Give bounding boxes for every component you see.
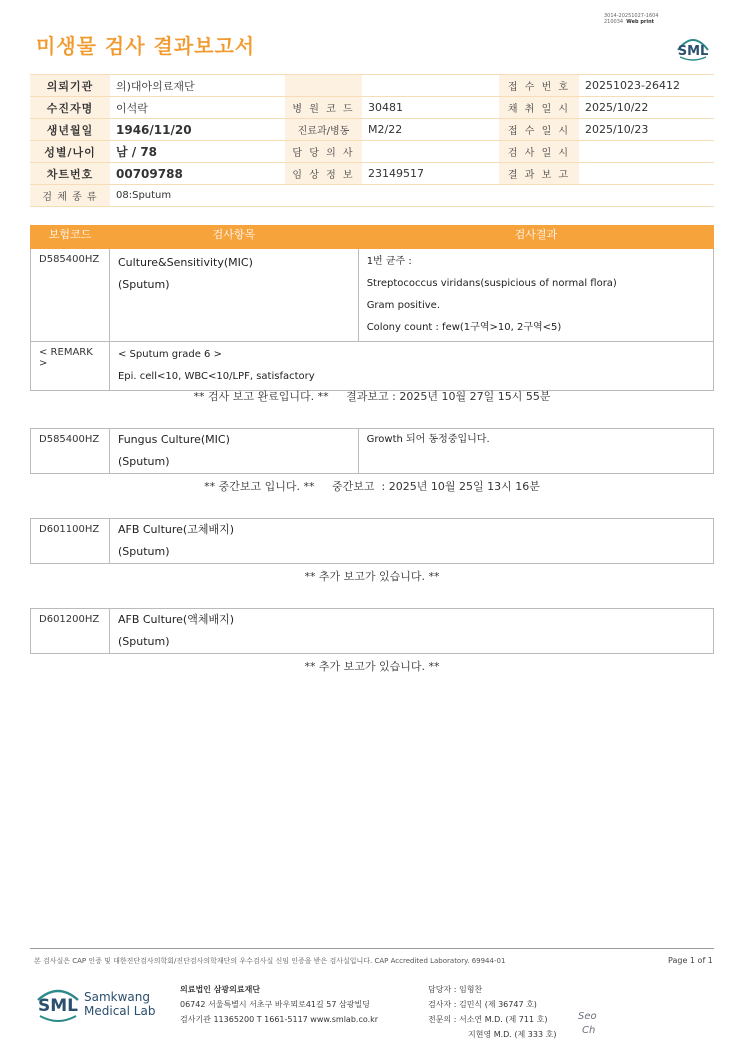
samkwang-logo [36,980,166,1032]
remark-line: Epi. cell<10, WBC<10/LPF, satisfactory [117,371,315,382]
info-label: 임 상 정 보 [285,163,362,185]
info-label: 접 수 번 호 [499,75,579,97]
accession-number: 20251023-26412 [579,75,714,97]
result-line: Growth 되어 동정중입니다. [366,434,490,445]
specimen-type: 08:Sputum [110,185,714,207]
test-date [579,141,714,163]
header-insurance-code: 보험코드 [31,226,110,249]
info-label: 검 사 일 시 [499,141,579,163]
patient-name: 이석락 [110,97,285,119]
footer-divider [30,948,714,949]
web-print-label: Web print [626,19,655,25]
info-label: 담 당 의 사 [285,141,362,163]
received-date: 2025/10/23 [579,119,714,141]
result-line: 1번 균주 : [366,256,412,267]
info-label: 병 원 코 드 [285,97,362,119]
test-result [358,429,713,474]
clinical-info: 23149517 [362,163,499,185]
staff-line: 담당자 : 임형찬 [428,985,483,994]
report-title: 미생물 검사 결과보고서 [36,34,256,58]
info-label: 채 취 일 시 [499,97,579,119]
report-status-note: ** 중간보고 입니다. ** 중간보고 : 2025년 10월 25일 13시 16분 [204,480,540,493]
header-test-result: 검사결과 [358,226,713,249]
info-row [30,119,714,141]
remark-row [31,342,714,391]
result-line: Colony count : few(1구역>10, 2구역<5) [366,322,562,333]
report-status-note: ** 추가 보고가 있습니다. ** [304,660,440,673]
info-label: 진료과/병동 [285,119,362,141]
result-line: Gram positive. [366,300,440,311]
remark-content [109,342,713,391]
info-label: 접 수 일 시 [499,119,579,141]
insurance-code: D585400HZ [31,429,110,474]
test-item [109,249,358,342]
info-label: 성별/나이 [30,141,110,163]
signature-line: Ch [582,1025,596,1036]
result-row [31,249,714,342]
department-ward: M2/22 [362,119,499,141]
attending-doctor [362,141,499,163]
specimen: (Sputum) [117,545,170,558]
results-table-3 [30,518,714,564]
remark-line: < Sputum grade 6 > [117,349,222,360]
remark-label: < REMARK > [31,342,110,391]
test-name: AFB Culture(액체배지) [117,613,235,626]
info-label: 결 과 보 고 [499,163,579,185]
test-item [109,429,358,474]
insurance-code: D601200HZ [31,609,110,654]
info-label: 차트번호 [30,163,110,185]
info-label: 수진자명 [30,97,110,119]
test-name: Culture&Sensitivity(MIC) [117,256,253,269]
report-date [579,163,714,185]
staff-info [428,982,556,1042]
staff-line: 검사자 : 김민식 (제 36747 호) [428,1000,537,1009]
results-table-2 [30,428,714,474]
info-label: 생년월일 [30,119,110,141]
organization-info [180,982,378,1027]
info-row [30,185,714,207]
logo-name-line1: Samkwang [84,990,150,1004]
result-row [31,429,714,474]
report-status-note: ** 추가 보고가 있습니다. ** [304,570,440,583]
sml-logo-text: SML [38,996,78,1016]
info-row [30,141,714,163]
page-number: Page 1 of 1 [668,956,713,965]
test-item [109,519,713,564]
info-label: 의뢰기관 [30,75,110,97]
sml-logo-text: SML [677,44,709,59]
doc-id-number: 3014-20251027-1604 [604,13,659,19]
specimen: (Sputum) [117,635,170,648]
doc-sub-number: 210034 [604,19,624,25]
header-test-item: 검사항목 [109,226,358,249]
sml-footer-logo-icon [36,980,166,1028]
birth-date: 1946/11/20 [110,119,285,141]
sex-age: 남 / 78 [110,141,285,163]
certification-text: 본 검사실은 CAP 인증 및 대한진단검사의학회/진단검사의학재단의 우수검사실 신임 인증을 받은 검사실입니다. CAP Accredited Laboratory. 69944-01 [34,957,506,965]
document-id [604,13,659,25]
result-row [31,609,714,654]
results-table-1 [30,225,714,391]
signature-line: Seo [578,1011,597,1022]
info-row [30,163,714,185]
result-row [31,519,714,564]
staff-line: 전문의 : 서소연 M.D. (제 711 호) [428,1015,548,1024]
org-contact: 검사기관 11365200 T 1661-5117 www.smlab.co.kr [180,1015,379,1024]
collection-date: 2025/10/22 [579,97,714,119]
staff-line: 지현영 M.D. (제 333 호) [468,1030,557,1039]
org-name: 의료법인 삼광의료재단 [180,985,261,994]
specimen: (Sputum) [117,455,170,468]
sml-logo-icon [674,26,712,64]
report-status-note: ** 검사 보고 완료입니다. ** 결과보고 : 2025년 10월 27일 15시 55분 [193,390,551,403]
info-label: 검 체 종 류 [30,185,110,207]
insurance-code: D601100HZ [31,519,110,564]
logo-name-line2: Medical Lab [84,1004,156,1018]
result-line: Streptococcus viridans(suspicious of normal flora) [366,278,617,289]
test-result [358,249,713,342]
requesting-institution: 의)대아의료재단 [110,75,285,97]
test-name: AFB Culture(고체배지) [117,523,235,536]
info-label [285,75,362,97]
hospital-code: 30481 [362,97,499,119]
results-header [31,226,714,249]
org-address: 06742 서울특별시 서초구 바우뫼로41길 57 삼광빌딩 [180,1000,370,1009]
results-table-4 [30,608,714,654]
patient-info-table [30,74,714,207]
chart-number: 00709788 [110,163,285,185]
info-row [30,75,714,97]
test-item [109,609,713,654]
signature [578,1010,597,1038]
specimen: (Sputum) [117,278,170,291]
info-row [30,97,714,119]
insurance-code: D585400HZ [31,249,110,342]
test-name: Fungus Culture(MIC) [117,433,230,446]
info-value [362,75,499,97]
